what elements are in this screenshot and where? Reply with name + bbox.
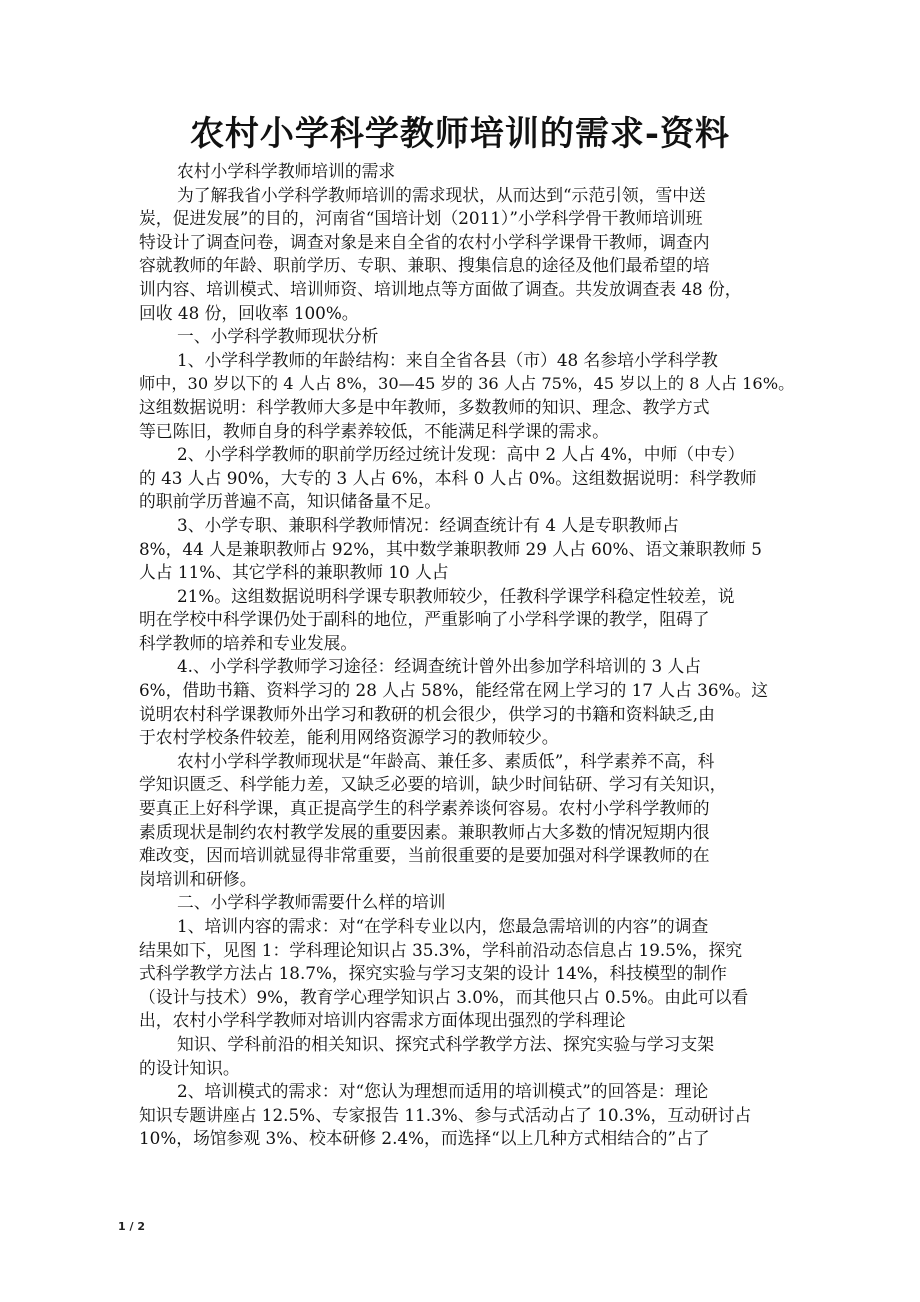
body-text-line: 特设计了调查问卷，调查对象是来自全省的农村小学科学课骨干教师，调查内 [139, 231, 710, 252]
body-text-line: 学知识匮乏、科学能力差，又缺乏必要的培训，缺少时间钻研、学习有关知识， [139, 774, 727, 795]
body-text-line: 21%。这组数据说明科学课专职教师较少，任教科学课学科稳定性较差，说 [177, 585, 735, 606]
body-text-line: 于农村学校条件较差，能利用网络资源学习的教师较少。 [139, 727, 559, 748]
body-text-line: 式科学教学方法占 18.7%，探究实验与学习支架的设计 14%，科技模型的制作 [139, 963, 727, 984]
body-text-line: 10%，场馆参观 3%、校本研修 2.4%，而选择“以上几种方式相结合的”占了 [139, 1128, 710, 1149]
body-text-line: 1、小学科学教师的年龄结构：来自全省各县（市）48 名参培小学科学教 [177, 349, 718, 370]
document-title: 农村小学科学教师培训的需求-资料 [189, 114, 731, 154]
body-text-line: 农村小学科学教师现状是“年龄高、兼任多、素质低”，科学素养不高，科 [177, 750, 715, 771]
body-text-line: 的 43 人占 90%，大专的 3 人占 6%，本科 0 人占 0%。这组数据说明：科学教师 [139, 467, 757, 488]
page-indicator: 1 / 2 [118, 1220, 145, 1233]
body-text-line: 炭，促进发展”的目的，河南省“国培计划（2011）”小学科学骨干教师培训班 [139, 208, 703, 229]
body-text-line: 4.、小学科学教师学习途径：经调查统计曾外出参加学科培训的 3 人占 [177, 656, 702, 677]
body-text-line: 的设计知识。 [139, 1057, 240, 1078]
body-text-line: 一、小学科学教师现状分析 [177, 326, 379, 347]
body-text-line: 农村小学科学教师培训的需求 [177, 161, 396, 181]
body-text-line: 素质现状是制约农村教学发展的重要因素。兼职教师占大多数的情况短期内很 [139, 821, 710, 842]
body-text-line: 知识、学科前沿的相关知识、探究式科学教学方法、探究实验与学习支架 [177, 1033, 715, 1054]
body-text-line: 二、小学科学教师需要什么样的培训 [177, 892, 446, 913]
body-text-line: 知识专题讲座占 12.5%、专家报告 11.3%、参与式活动占了 10.3%，互动研讨占 [139, 1104, 752, 1125]
body-text-line: 这组数据说明：科学教师大多是中年教师，多数教师的知识、理念、教学方式 [139, 396, 710, 417]
body-text-line: 岗培训和研修。 [139, 868, 257, 889]
body-text-line: 说明农村科学课教师外出学习和教研的机会很少，供学习的书籍和资料缺乏,由 [139, 703, 715, 724]
body-text-line: 6%，借助书籍、资料学习的 28 人占 58%，能经常在网上学习的 17 人占 36%。这 [139, 680, 769, 701]
body-text-line: 2、培训模式的需求：对“您认为理想而适用的培训模式”的回答是：理论 [177, 1081, 709, 1102]
body-text-line: 回收 48 份，回收率 100%。 [139, 302, 359, 323]
body-text-line: 训内容、培训模式、培训师资、培训地点等方面做了调查。共发放调查表 48 份， [139, 278, 742, 299]
body-text-line: 2、小学科学教师的职前学历经过统计发现：高中 2 人占 4%，中师（中专） [177, 444, 745, 465]
body-text-line: 出，农村小学科学教师对培训内容需求方面体现出强烈的学科理论 [139, 1010, 626, 1031]
body-text-line: 为了解我省小学科学教师培训的需求现状，从而达到“示范引领，雪中送 [177, 184, 706, 205]
document-body [139, 160, 801, 1151]
body-text-line: 8%，44 人是兼职教师占 92%，其中数学兼职教师 29 人占 60%、语文兼职教师 5 [139, 538, 762, 559]
body-text-line: 科学教师的培养和专业发展。 [139, 632, 358, 653]
body-text-line: （设计与技术）9%，教育学心理学知识占 3.0%，而其他只占 0.5%。由此可以看 [139, 986, 749, 1007]
body-text-line: 人占 11%、其它学科的兼职教师 10 人占 [139, 562, 449, 583]
body-text-line: 等已陈旧，教师自身的科学素养较低，不能满足科学课的需求。 [139, 420, 609, 441]
body-text-line: 要真正上好科学课，真正提高学生的科学素养谈何容易。农村小学科学教师的 [139, 798, 710, 819]
body-text-line: 师中，30 岁以下的 4 人占 8%，30—45 岁的 36 人占 75%，45 岁以上的 8 人占 16%。 [139, 374, 795, 394]
body-text-line: 结果如下，见图 1：学科理论知识占 35.3%，学科前沿动态信息占 19.5%，探究 [139, 939, 743, 960]
body-text-line: 难改变，因而培训就显得非常重要，当前很重要的是要加强对科学课教师的在 [139, 845, 710, 866]
body-text-line: 3、小学专职、兼职科学教师情况：经调查统计有 4 人是专职教师占 [177, 514, 679, 535]
body-text-line: 容就教师的年龄、职前学历、专职、兼职、搜集信息的途径及他们最希望的培 [139, 255, 710, 276]
body-text-line: 的职前学历普遍不高，知识储备量不足。 [139, 491, 442, 512]
body-text-line: 1、培训内容的需求：对“在学科专业以内，您最急需培训的内容”的调查 [177, 916, 709, 936]
body-text-line: 明在学校中科学课仍处于副科的地位，严重影响了小学科学课的教学，阻碍了 [139, 609, 710, 630]
